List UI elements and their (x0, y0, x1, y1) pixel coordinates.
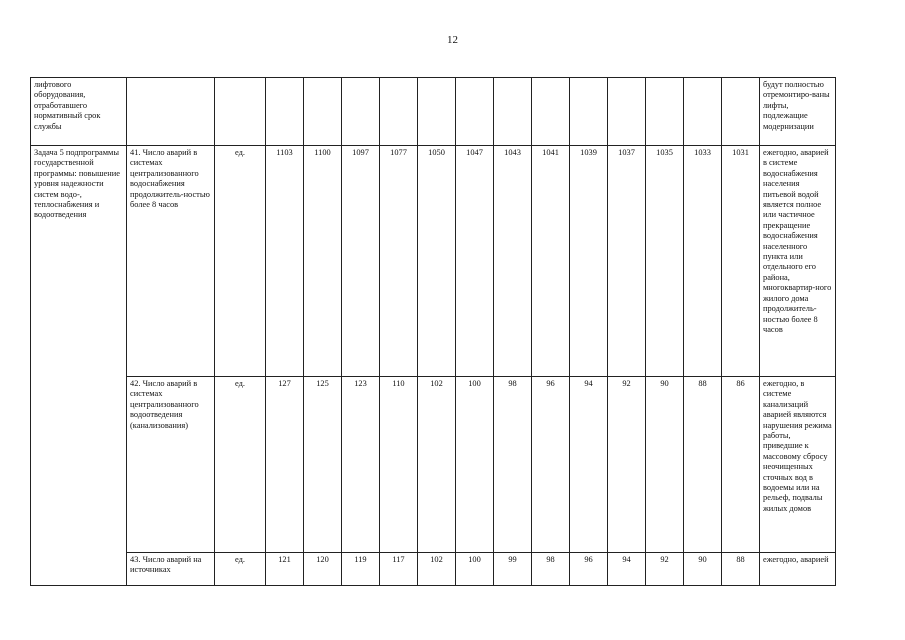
note-cell: ежегодно, аварией (760, 553, 836, 586)
value-cell: 86 (722, 377, 760, 553)
value-cell (304, 78, 342, 146)
value-cell (266, 78, 304, 146)
value-cell: 1031 (722, 146, 760, 377)
value-cell (494, 78, 532, 146)
value-cell: 90 (646, 377, 684, 553)
value-cell: 123 (342, 377, 380, 553)
value-cell (532, 78, 570, 146)
note-cell: ежегодно, аварией в системе водоснабжения населения питьевой водой является полное или частичное прекращение водоснабжения населенного пункта или отдельного его района, многоквартир-ного жилого дома продолжитель-ностью более 8 часов (760, 146, 836, 377)
value-cell: 1100 (304, 146, 342, 377)
indicator-cell: 41. Число аварий в системах централизованного водоснабжения продолжитель-ностью более 8 часов (127, 146, 215, 377)
value-cell: 90 (684, 553, 722, 586)
note-cell: ежегодно, в системе канализаций аварией являются нарушения режима работы, приведшие к массовому сбросу неочищенных сточных вод в водоемы или на рельеф, подвалы жилых домов (760, 377, 836, 553)
value-cell: 92 (608, 377, 646, 553)
value-cell: 117 (380, 553, 418, 586)
value-cell: 1039 (570, 146, 608, 377)
task-cell: Задача 5 подпрограммы государственной программы: повышение уровня надежности систем водо-, теплоснабжения и водоотведения (31, 146, 127, 586)
value-cell: 94 (570, 377, 608, 553)
unit-cell (215, 78, 266, 146)
value-cell: 1033 (684, 146, 722, 377)
value-cell: 88 (722, 553, 760, 586)
value-cell: 1043 (494, 146, 532, 377)
indicator-cell (127, 78, 215, 146)
table-row (31, 377, 836, 553)
value-cell (608, 78, 646, 146)
value-cell: 100 (456, 553, 494, 586)
value-cell: 96 (570, 553, 608, 586)
value-cell (684, 78, 722, 146)
page-number: 12 (447, 34, 458, 46)
value-cell: 1037 (608, 146, 646, 377)
value-cell: 125 (304, 377, 342, 553)
indicator-cell: 43. Число аварий на источниках (127, 553, 215, 586)
value-cell: 98 (532, 553, 570, 586)
value-cell (722, 78, 760, 146)
value-cell: 99 (494, 553, 532, 586)
indicator-cell: 42. Число аварий в системах централизованного водоотведения (канализования) (127, 377, 215, 553)
note-cell: будут полностью отремонтиро-ваны лифты, подлежащие модернизации (760, 78, 836, 146)
value-cell: 127 (266, 377, 304, 553)
value-cell: 94 (608, 553, 646, 586)
value-cell: 98 (494, 377, 532, 553)
value-cell: 1097 (342, 146, 380, 377)
unit-cell: ед. (215, 377, 266, 553)
value-cell (456, 78, 494, 146)
value-cell (570, 78, 608, 146)
value-cell (646, 78, 684, 146)
unit-cell: ед. (215, 553, 266, 586)
value-cell (380, 78, 418, 146)
value-cell: 92 (646, 553, 684, 586)
value-cell: 102 (418, 377, 456, 553)
value-cell: 1035 (646, 146, 684, 377)
value-cell: 121 (266, 553, 304, 586)
table-row (31, 78, 836, 146)
table-row (31, 553, 836, 586)
value-cell: 1047 (456, 146, 494, 377)
value-cell: 1103 (266, 146, 304, 377)
value-cell: 1077 (380, 146, 418, 377)
value-cell: 119 (342, 553, 380, 586)
value-cell (418, 78, 456, 146)
value-cell (342, 78, 380, 146)
value-cell: 1041 (532, 146, 570, 377)
value-cell: 100 (456, 377, 494, 553)
table-row (31, 146, 836, 377)
unit-cell: ед. (215, 146, 266, 377)
task-cell: лифтового оборудования, отработавшего нормативный срок службы (31, 78, 127, 146)
value-cell: 110 (380, 377, 418, 553)
value-cell: 96 (532, 377, 570, 553)
value-cell: 1050 (418, 146, 456, 377)
value-cell: 120 (304, 553, 342, 586)
value-cell: 88 (684, 377, 722, 553)
indicators-table (30, 77, 836, 586)
value-cell: 102 (418, 553, 456, 586)
